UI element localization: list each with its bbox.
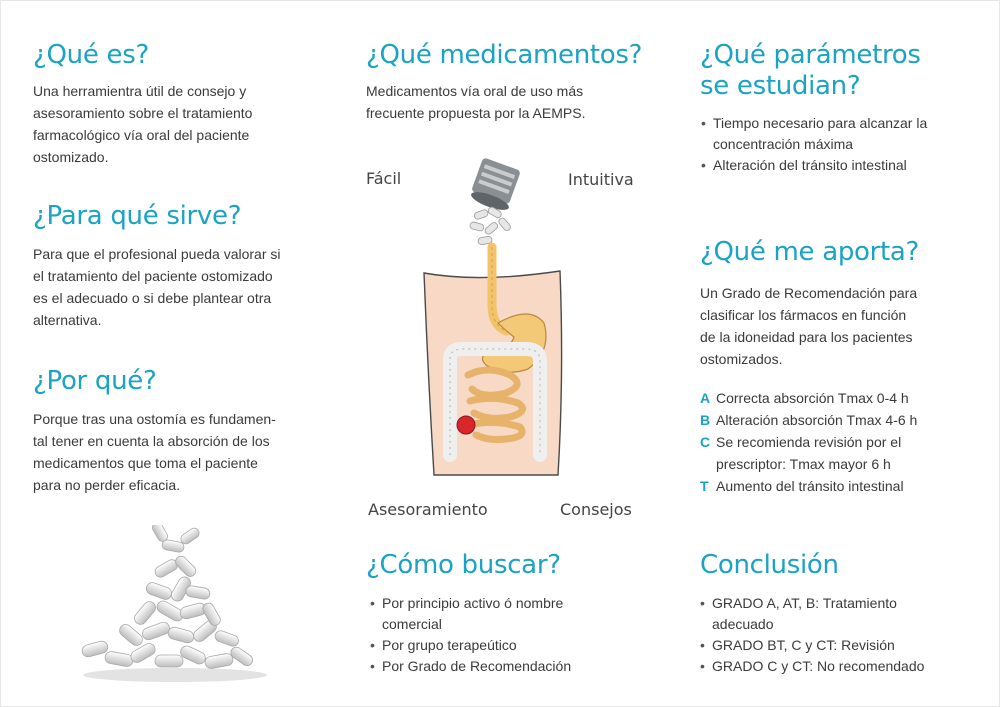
para-que-title: ¿Para qué sirve? [33, 201, 242, 231]
list-item: • Alteración del tránsito intestinal [701, 155, 991, 176]
list-item: • Tiempo necesario para alcanzar la concentración máxima [701, 113, 991, 155]
list-item: • Por principio activo ó nombre comercial [370, 593, 670, 635]
pill-bottle-icon [469, 157, 521, 213]
label-facil: Fácil [366, 169, 402, 188]
list-item: • Por grupo terapeútico [370, 635, 670, 656]
parametros-list [701, 113, 991, 176]
grades-list [700, 387, 990, 497]
location-marker-icon [457, 416, 475, 434]
pills-pile-image [70, 525, 270, 685]
label-consejos: Consejos [560, 500, 632, 519]
medicamentos-text: Medicamentos vía oral de uso más frecuente propuesta por la AEMPS. [366, 83, 586, 121]
medicamentos-title: ¿Qué medicamentos? [366, 40, 643, 70]
list-item: • GRADO A, AT, B: Tratamiento adecuado [700, 593, 990, 635]
label-intuitiva: Intuitiva [568, 170, 634, 189]
conclusion-title: Conclusión [700, 550, 839, 580]
grade-item-a: A Correcta absorción Tmax 0-4 h [700, 390, 909, 406]
que-es-title: ¿Qué es? [33, 40, 149, 70]
list-item: • GRADO C y CT: No recomendado [700, 656, 990, 677]
como-buscar-title: ¿Cómo buscar? [366, 550, 561, 580]
digestive-system-image [410, 155, 590, 495]
para-que-text: Para que el profesional pueda valorar si el tratamiento del paciente ostomizado es el adecuado o si debe plantear otra alternativa. [33, 246, 281, 328]
aporta-text: Un Grado de Recomendación para clasificar los fármacos en función de la idoneidad para los pacientes ostomizados. [700, 285, 918, 367]
grade-item-c: C Se recomienda revisión por el prescriptor: Tmax mayor 6 h [700, 434, 902, 472]
aporta-title: ¿Qué me aporta? [700, 237, 920, 267]
grade-item-t: T Aumento del tránsito intestinal [700, 478, 904, 494]
conclusion-list [700, 593, 990, 677]
label-asesoramiento: Asesoramiento [368, 500, 488, 519]
por-que-text: Porque tras una ostomía es fundamen- tal tener en cuenta la absorción de los medicamentos que toma el paciente para no perder eficacia. [33, 411, 276, 493]
grade-item-b: B Alteración absorción Tmax 4-6 h [700, 412, 918, 428]
list-item: • Por Grado de Recomendación [370, 656, 670, 677]
parametros-title: ¿Qué parámetros se estudian? [700, 40, 921, 101]
list-item: • GRADO BT, C y CT: Revisión [700, 635, 990, 656]
que-es-text: Una herramientra útil de consejo y asesoramiento sobre el tratamiento farmacológico vía oral del paciente ostomizado. [33, 83, 253, 165]
como-buscar-list [370, 593, 670, 677]
por-que-title: ¿Por qué? [33, 366, 157, 396]
